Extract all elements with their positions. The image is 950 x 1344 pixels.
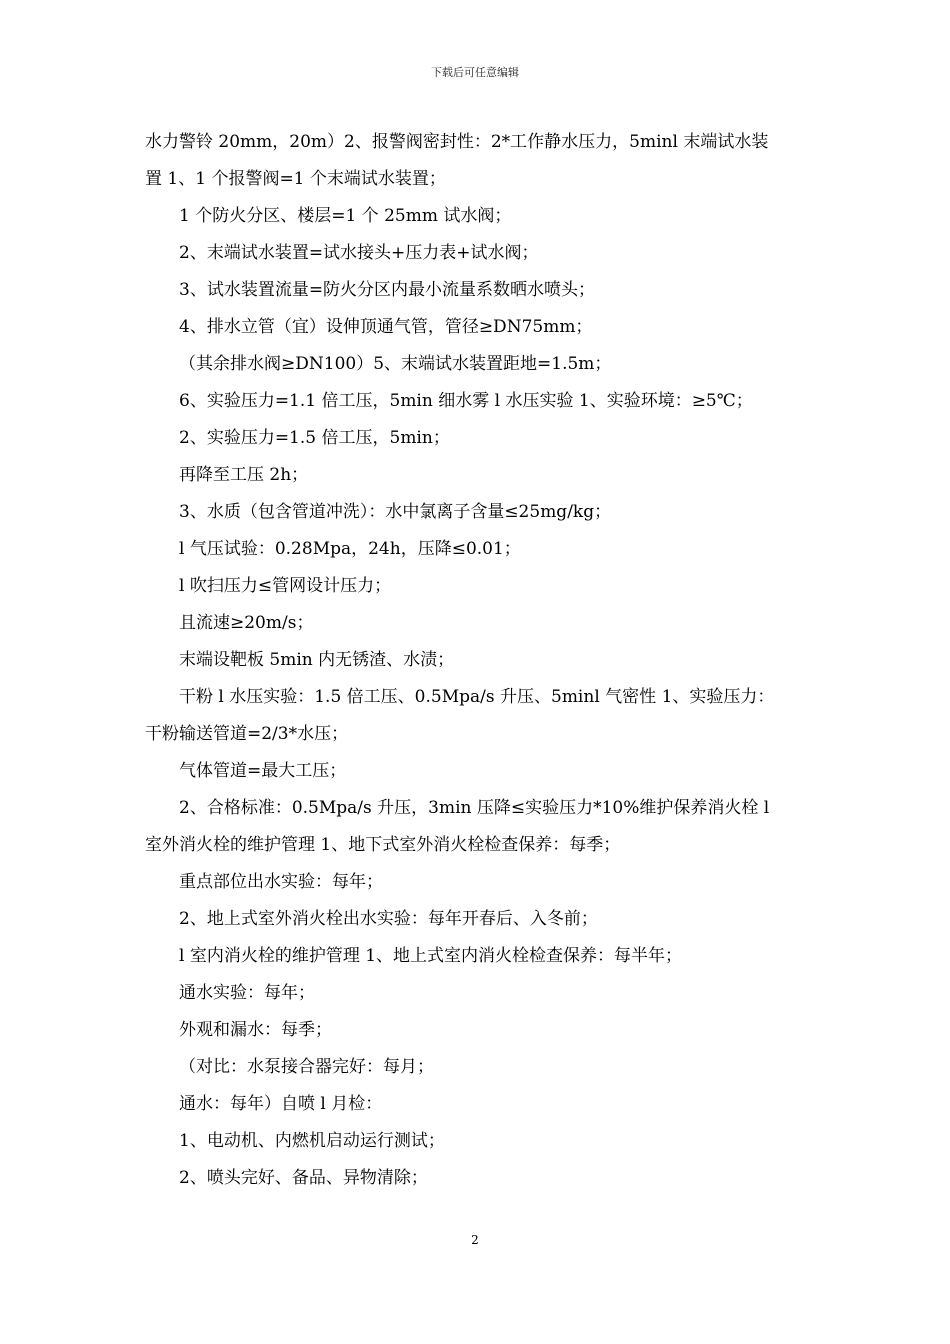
text-line: 干粉 l 水压实验：1.5 倍工压、0.5Mpa/s 升压、5minl 气密性 1、实验压力： [179,687,775,707]
text-line: 4、排水立管（宜）设伸顶通气管，管径≥DN75mm； [179,317,593,337]
page-header: 下载后可任意编辑 [431,66,519,79]
text-line: 气体管道=最大工压； [179,761,347,781]
text-line: 3、水质（包含管道冲洗）：水中氯离子含量≤25mg/kg； [179,502,612,522]
text-line: l 吹扫压力≤管网设计压力； [179,576,392,596]
text-line: l 气压试验：0.28Mpa，24h，压降≤0.01； [179,539,521,559]
text-line: 室外消火栓的维护管理 1、地下式室外消火栓检查保养：每季； [145,835,621,855]
text-line: 再降至工压 2h； [179,465,309,485]
text-line: 重点部位出水实验：每年； [179,872,383,892]
text-line: （其余排水阀≥DN100）5、末端试水装置距地=1.5m； [179,354,612,374]
text-line: 1、电动机、内燃机启动运行测试； [179,1131,445,1151]
text-line: 干粉输送管道=2/3*水压； [145,724,349,744]
text-line: （对比：水泵接合器完好：每月； [179,1057,434,1077]
text-line: 末端设靶板 5min 内无锈渣、水渍； [179,650,455,670]
text-line: 2、末端试水装置=试水接头+压力表+试水阀； [179,243,539,263]
text-line: 且流速≥20m/s； [179,613,314,633]
text-line: 外观和漏水：每季； [179,1020,332,1040]
text-line: 1 个防火分区、楼层=1 个 25mm 试水阀； [179,206,512,226]
page-number: 2 [471,1233,479,1247]
text-line: l 室内消火栓的维护管理 1、地上式室内消火栓检查保养：每半年； [179,946,683,966]
document-body [145,124,817,1197]
text-line: 通水实验：每年； [179,983,315,1003]
text-line: 水力警铃 20mm，20m）2、报警阀密封性：2*工作静水压力，5minl 末端试水装 [145,132,769,152]
text-line: 2、地上式室外消火栓出水实验：每年开春后、入冬前； [179,909,598,929]
text-line: 通水：每年）自喷 l 月检： [179,1094,383,1114]
text-line: 3、试水装置流量=防火分区内最小流量系数晒水喷头； [179,280,596,300]
text-line: 6、实验压力=1.1 倍工压，5min 细水雾 l 水压实验 1、实验环境：≥5℃； [179,391,753,411]
text-line: 2、喷头完好、备品、异物清除； [179,1168,428,1188]
text-line: 置 1、1 个报警阀=1 个末端试水装置； [145,169,446,189]
text-line: 2、合格标准：0.5Mpa/s 升压，3min 压降≤实验压力*10%维护保养消火栓 l [179,798,770,818]
text-line: 2、实验压力=1.5 倍工压，5min； [179,428,450,448]
